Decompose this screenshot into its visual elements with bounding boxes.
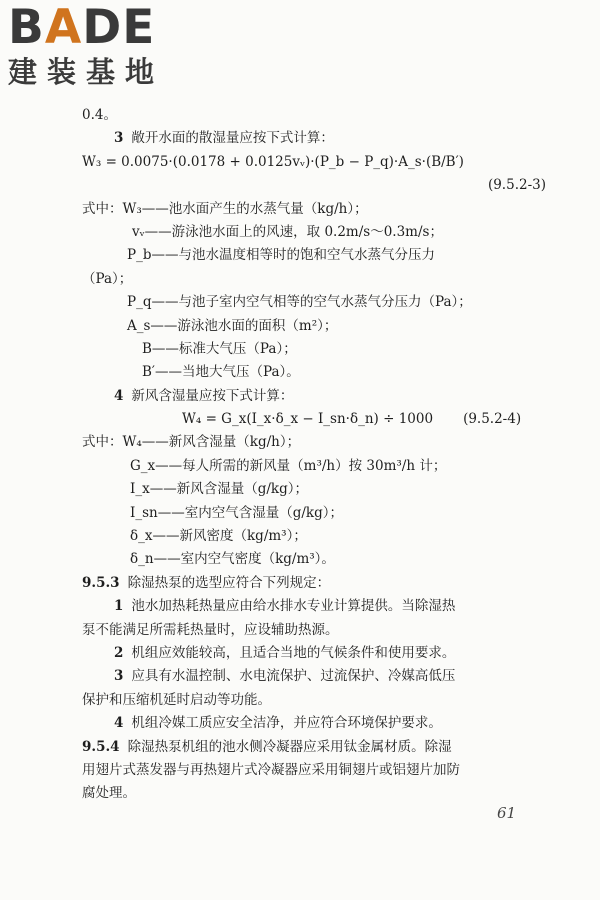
page-number: 61 [497, 804, 517, 822]
formula-9-5-2-4 [82, 408, 552, 431]
item-text: 应具有水温控制、水电流保护、过流保护、冷媒高低压 [131, 668, 456, 685]
definition-line: B——标准大气压（Pa）； [142, 340, 297, 357]
list-item [82, 712, 552, 735]
logo-letter-a: A [44, 0, 83, 55]
section-text: 除湿热泵的选型应符合下列规定： [127, 574, 331, 591]
text-line: 保护和压缩机延时启动等功能。 [82, 691, 271, 708]
item-number: 4 [114, 715, 124, 732]
text-line: 0.4。 [82, 107, 117, 123]
definition-line: 式中：W₃——池水面产生的水蒸气量（kg/h）； [82, 200, 368, 217]
list-item [82, 642, 552, 665]
text-line: 泵不能满足所需耗热量时，应设辅助热源。 [82, 621, 339, 638]
definition-line: A_s——游泳池水面的面积（m²）； [127, 317, 338, 334]
bade-logo [8, 2, 164, 89]
logo-subtitle: 建装基地 [8, 55, 165, 89]
section-number: 9.5.3 [82, 574, 120, 591]
text-line: 用翅片式蒸发器与再热翅片式冷凝器应采用铜翅片或铝翅片加防 [82, 761, 460, 778]
list-item [82, 665, 552, 688]
formula-9-5-2-3: W₃ = 0.0075·(0.0178 + 0.0125vᵥ)·(P_b − P_q)·A_s·(B/B′) [82, 153, 464, 170]
item-number: 4 [114, 387, 124, 404]
definition-line: 式中：W₄——新风含湿量（kg/h）； [82, 434, 301, 451]
list-item [82, 385, 552, 408]
definition-line: I_sn——室内空气含湿量（g/kg）； [130, 504, 343, 521]
definition-line: δ_n——室内空气密度（kg/m³）。 [130, 551, 335, 568]
formula-tag: (9.5.2-3) [487, 177, 546, 194]
definition-continuation: （Pa）； [82, 270, 133, 287]
definition-line: P_b——与池水温度相等时的饱和空气水蒸气分压力 [127, 247, 435, 264]
definition-line: I_x——新风含湿量（g/kg）； [130, 481, 308, 498]
item-number: 3 [114, 668, 124, 685]
text-line: 腐处理。 [82, 785, 136, 802]
item-text: 机组应效能较高，且适合当地的气候条件和使用要求。 [131, 644, 456, 661]
item-text: 新风含湿量应按下式计算： [131, 387, 294, 404]
definition-line: P_q——与池子室内空气相等的空气水蒸气分压力（Pa）； [127, 294, 472, 311]
logo-title [8, 2, 164, 54]
document-page [82, 104, 552, 806]
section-number: 9.5.4 [82, 738, 120, 755]
section-heading [82, 736, 552, 759]
section-heading [82, 572, 552, 595]
item-number: 2 [114, 644, 124, 661]
item-text: 池水加热耗热量应由给水排水专业计算提供。当除湿热 [131, 598, 456, 615]
definition-line: δ_x——新风密度（kg/m³）； [130, 528, 307, 545]
list-item [82, 127, 552, 150]
item-text: 机组冷媒工质应安全洁净，并应符合环境保护要求。 [131, 715, 442, 732]
logo-letters-de: DE [82, 0, 156, 55]
definition-line: B′——当地大气压（Pa）。 [142, 364, 300, 381]
item-number: 1 [114, 598, 124, 615]
section-text: 除湿热泵机组的池水侧冷凝器应采用钛金属材质。除湿 [127, 738, 452, 755]
definition-line: vᵥ——游泳池水面上的风速，取 0.2m/s～0.3m/s； [132, 223, 443, 240]
item-number: 3 [114, 130, 124, 147]
formula-tag: (9.5.2-4) [463, 411, 522, 428]
definition-line: G_x——每人所需的新风量（m³/h）按 30m³/h 计； [130, 457, 447, 474]
item-text: 敞开水面的散湿量应按下式计算： [131, 130, 334, 147]
list-item [82, 595, 552, 618]
formula-body: W₄ = G_x(I_x·δ_x − I_sn·δ_n) ÷ 1000 [182, 411, 434, 428]
logo-letters-b: B [8, 0, 45, 55]
